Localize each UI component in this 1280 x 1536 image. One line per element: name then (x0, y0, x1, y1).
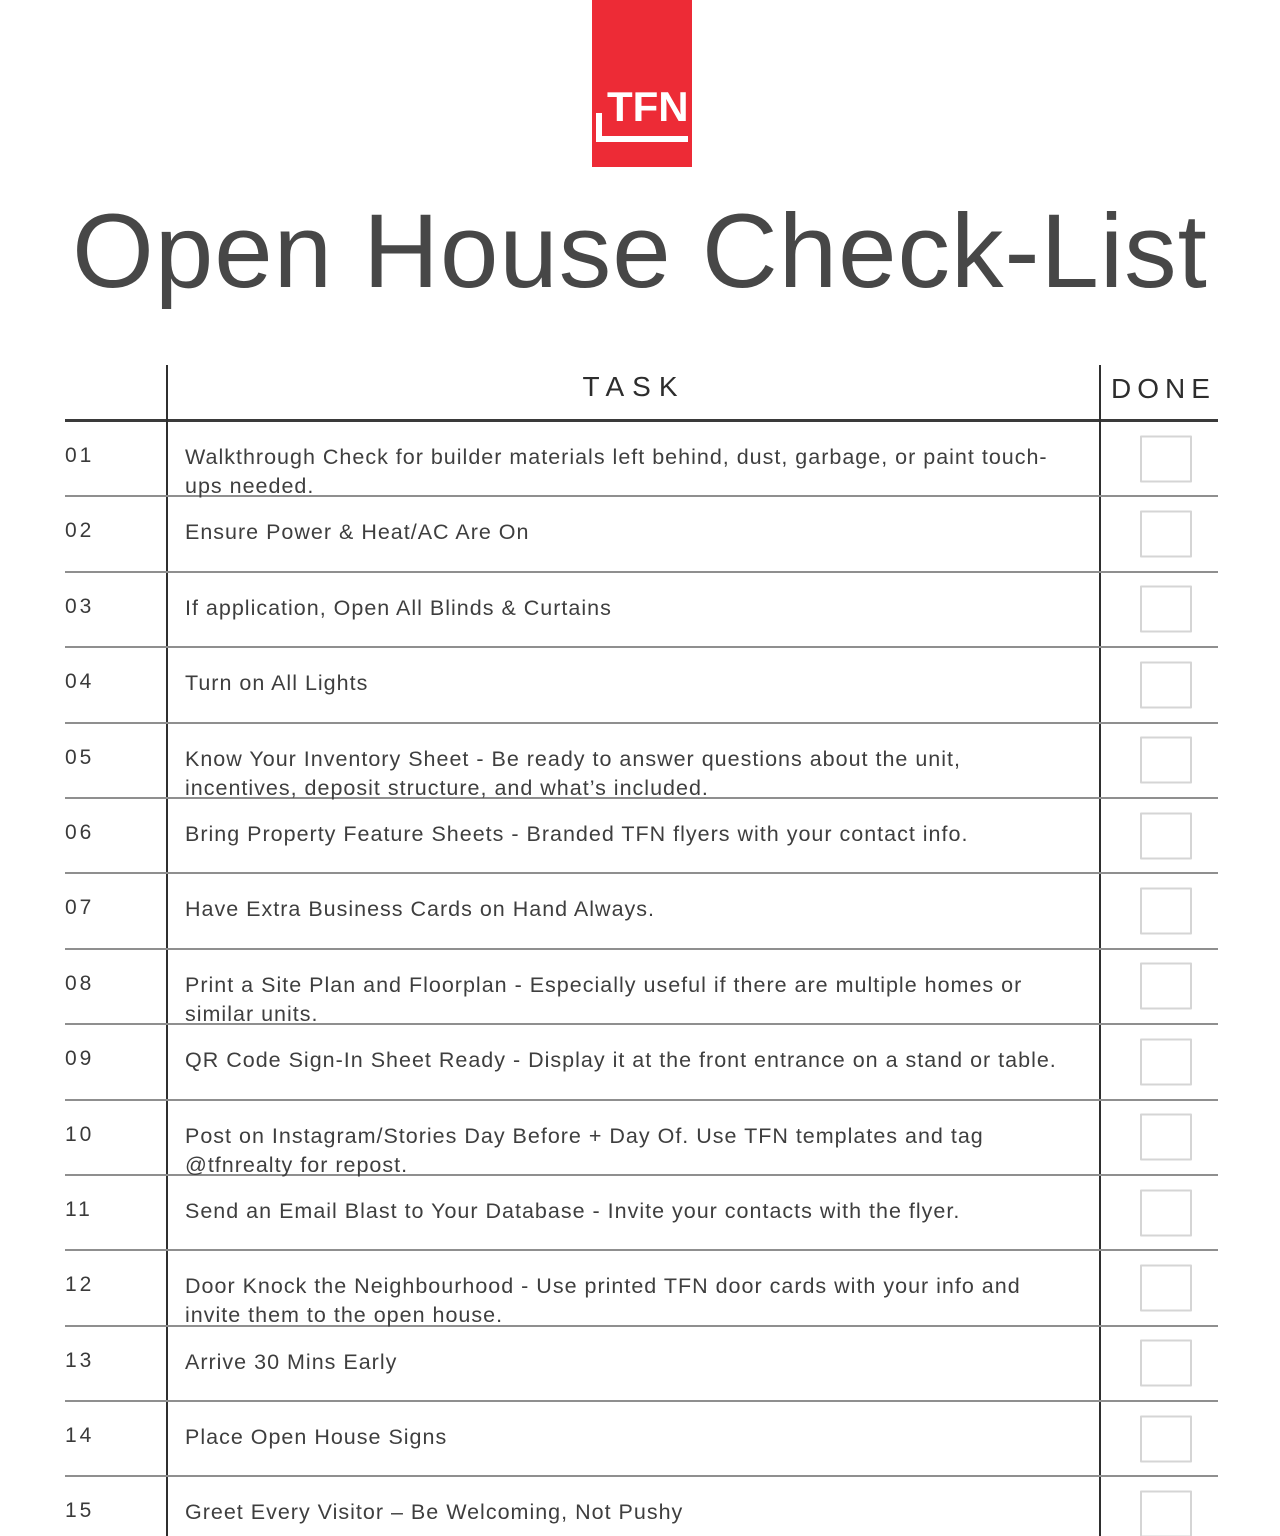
table-row (65, 1101, 1218, 1176)
task-text: Turn on All Lights (185, 671, 369, 696)
task-text: Send an Email Blast to Your Database - Invite your contacts with the flyer. (185, 1198, 961, 1223)
task-text: Post on Instagram/Stories Day Before + Day Of. Use TFN templates and tag @tfnrealty for repost. (185, 1123, 984, 1177)
table-row (65, 1251, 1218, 1326)
done-checkbox[interactable] (1140, 1340, 1192, 1387)
row-number: 01 (65, 444, 95, 467)
done-checkbox[interactable] (1140, 435, 1192, 482)
row-number: 08 (65, 971, 95, 995)
done-checkbox[interactable] (1140, 661, 1192, 708)
done-checkbox[interactable] (1140, 1038, 1192, 1085)
done-column-header: DONE (1111, 373, 1216, 404)
table-row (65, 497, 1218, 572)
row-number: 13 (65, 1348, 95, 1372)
task-text: Know Your Inventory Sheet - Be ready to answer questions about the unit, incentives, deposit structure, and what’s included. (185, 746, 961, 800)
logo-text: TFN (607, 83, 689, 130)
done-checkbox[interactable] (1140, 812, 1192, 859)
row-number: 10 (65, 1122, 95, 1146)
task-text: Bring Property Feature Sheets - Branded TFN flyers with your contact info. (185, 821, 969, 846)
task-text: Arrive 30 Mins Early (185, 1349, 398, 1374)
row-number: 07 (65, 896, 95, 920)
task-column-header: TASK (582, 371, 686, 402)
task-text: QR Code Sign-In Sheet Ready - Display it at the front entrance on a stand or table. (185, 1048, 1057, 1073)
task-text: Ensure Power & Heat/AC Are On (185, 520, 530, 545)
row-number: 12 (65, 1273, 95, 1297)
row-number: 11 (65, 1197, 93, 1221)
row-number: 14 (65, 1424, 95, 1448)
done-checkbox[interactable] (1140, 963, 1192, 1010)
row-number: 06 (65, 820, 95, 844)
row-number: 03 (65, 594, 95, 618)
table-row (65, 1402, 1218, 1477)
done-checkbox[interactable] (1140, 888, 1192, 935)
row-number: 09 (65, 1047, 95, 1071)
done-checkbox[interactable] (1140, 1491, 1192, 1536)
done-checkbox[interactable] (1140, 1189, 1192, 1236)
done-checkbox[interactable] (1140, 1114, 1192, 1161)
task-text: Place Open House Signs (185, 1425, 448, 1450)
table-row (65, 1327, 1218, 1402)
row-number: 05 (65, 745, 95, 769)
done-checkbox[interactable] (1140, 1264, 1192, 1311)
table-row (65, 648, 1218, 723)
table-row (65, 1477, 1218, 1536)
table-row (65, 1025, 1218, 1100)
checklist-rows (65, 422, 1218, 1536)
table-row (65, 1176, 1218, 1251)
done-checkbox[interactable] (1140, 1415, 1192, 1462)
table-row (65, 799, 1218, 874)
table-row (65, 724, 1218, 799)
table-row (65, 422, 1218, 497)
done-checkbox[interactable] (1140, 586, 1192, 633)
done-checkbox[interactable] (1140, 737, 1192, 784)
task-text: Door Knock the Neighbourhood - Use printed TFN door cards with your info and invite them to the open house. (185, 1274, 1021, 1328)
task-text: Print a Site Plan and Floorplan - Especially useful if there are multiple homes or similar units. (185, 972, 1023, 1026)
table-row (65, 874, 1218, 949)
page-title: Open House Check-List (72, 193, 1208, 310)
task-text: Have Extra Business Cards on Hand Always. (185, 897, 656, 922)
row-number: 15 (65, 1499, 95, 1523)
row-number: 04 (65, 670, 95, 694)
task-text: Greet Every Visitor – Be Welcoming, Not Pushy (185, 1500, 684, 1525)
table-row (65, 573, 1218, 648)
table-row (65, 950, 1218, 1025)
row-number: 02 (65, 519, 95, 543)
task-text: Walkthrough Check for builder materials left behind, dust, garbage, or paint touch-ups needed. (185, 445, 1048, 498)
task-text: If application, Open All Blinds & Curtains (185, 595, 612, 620)
tfn-logo (592, 0, 692, 167)
done-checkbox[interactable] (1140, 511, 1192, 558)
